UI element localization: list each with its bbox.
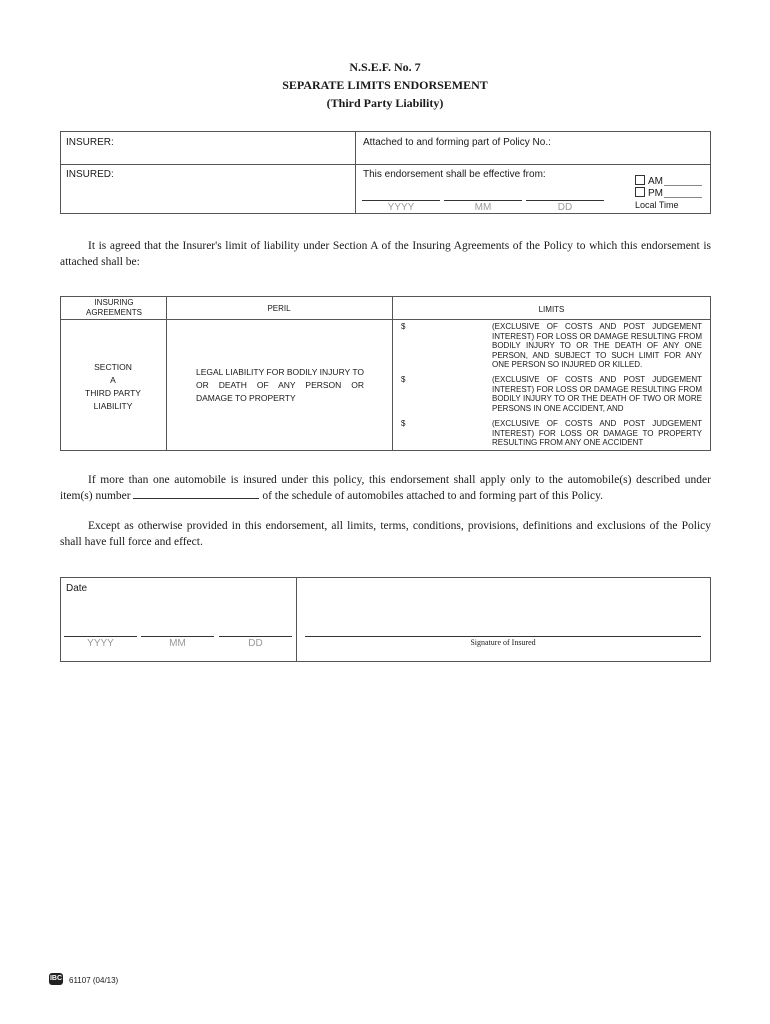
- policy-number-label: Attached to and forming part of Policy No.:: [363, 137, 551, 148]
- limit-3-currency: $: [401, 419, 406, 428]
- pm-time-line[interactable]: [664, 197, 702, 198]
- insured-field[interactable]: [64, 182, 349, 210]
- effective-date-label: This endorsement shall be effective from:: [363, 169, 546, 180]
- automobile-paragraph-part2: of the schedule of automobiles attached to and forming part of this Policy.: [262, 490, 603, 502]
- signature-day-placeholder: DD: [248, 638, 263, 649]
- pm-label: PM: [648, 188, 663, 199]
- section-line-1: SECTION: [94, 362, 132, 372]
- limit-2-text: (EXCLUSIVE OF COSTS AND POST JUDGEMENT INTEREST) FOR LOSS OR DAMAGE RESULTING FROM BODILY INJURY TO OR THE DEATH OF TWO OR MORE PERSONS IN ONE ACCIDENT, AND: [492, 375, 702, 413]
- effective-day-line[interactable]: [526, 200, 604, 201]
- form-title: SEPARATE LIMITS ENDORSEMENT: [282, 78, 488, 92]
- peril-description: LEGAL LIABILITY FOR BODILY INJURY TO OR DEATH OF ANY PERSON OR DAMAGE TO PROPERTY: [196, 367, 364, 403]
- limit-1-amount-field[interactable]: [410, 330, 482, 331]
- effective-year-placeholder: YYYY: [387, 202, 415, 213]
- ibc-logo: IBC: [49, 973, 63, 985]
- insurer-box-row-divider: [60, 164, 711, 165]
- section-line-3: THIRD PARTY: [85, 388, 141, 398]
- date-label: Date: [66, 583, 88, 594]
- limits-table-col-divider-1: [166, 296, 167, 451]
- item-number-field[interactable]: [133, 488, 259, 499]
- signature-year-line[interactable]: [64, 636, 137, 637]
- limit-1-text: (EXCLUSIVE OF COSTS AND POST JUDGEMENT INTEREST) FOR LOSS OR DAMAGE RESULTING FROM BODILY INJURY TO OR THE DEATH OF ANY ONE PERSON, AND SUBJECT TO SUCH LIMIT FOR ANY ONE PERSON SO INJURED OR KILLED.: [492, 322, 702, 369]
- limit-1-currency: $: [401, 322, 406, 331]
- pm-checkbox[interactable]: [635, 187, 645, 197]
- signature-line[interactable]: [305, 636, 701, 637]
- signature-month-placeholder: MM: [169, 638, 186, 649]
- am-option[interactable]: [635, 175, 663, 187]
- section-line-4: LIABILITY: [93, 401, 133, 411]
- effective-month-placeholder: MM: [474, 202, 492, 213]
- signature-box-divider: [296, 577, 297, 662]
- limit-2-currency: $: [401, 375, 406, 384]
- limits-table-col-divider-2: [392, 296, 393, 451]
- header-peril: PERIL: [267, 304, 291, 313]
- effective-year-line[interactable]: [362, 200, 440, 201]
- signature-box: [60, 577, 711, 662]
- signature-label: Signature of Insured: [470, 638, 536, 647]
- limit-2-amount-field[interactable]: [410, 383, 482, 384]
- form-code: 61107 (04/13): [69, 976, 119, 985]
- automobile-paragraph: [60, 472, 711, 504]
- signature-day-line[interactable]: [219, 636, 292, 637]
- effective-day-placeholder: DD: [557, 202, 573, 213]
- section-line-2: A: [110, 375, 116, 385]
- header-insuring-agreements: INSURING AGREEMENTS: [86, 298, 143, 317]
- signature-year-placeholder: YYYY: [87, 638, 114, 649]
- automobile-paragraph-part1: If more than one automobile is insured under this policy, this endorsement shall apply only to the automobile(s) described under item(s) number: [60, 474, 711, 502]
- pm-option[interactable]: [635, 187, 663, 199]
- title-block: [0, 58, 770, 112]
- intro-paragraph: It is agreed that the Insurer's limit of liability under Section A of the Insuring Agreements of the Policy to which this endorsement is attached shall be:: [60, 240, 711, 268]
- signature-month-line[interactable]: [141, 636, 214, 637]
- form-subtitle: (Third Party Liability): [326, 96, 444, 110]
- policy-number-field[interactable]: [560, 134, 705, 156]
- section-a-cell: [60, 361, 166, 413]
- limit-3-text: (EXCLUSIVE OF COSTS AND POST JUDGEMENT INTEREST) FOR LOSS OR DAMAGE TO PROPERTY RESULTING FROM ANY ONE ACCIDENT: [492, 419, 702, 447]
- form-number: N.S.E.F. No. 7: [349, 60, 421, 74]
- header-limits: LIMITS: [538, 305, 565, 314]
- insured-label: INSURED:: [66, 169, 114, 180]
- am-checkbox[interactable]: [635, 175, 645, 185]
- am-time-line[interactable]: [664, 185, 702, 186]
- insurer-box-divider: [355, 131, 356, 214]
- local-time-label: Local Time: [635, 200, 679, 210]
- except-paragraph: Except as otherwise provided in this endorsement, all limits, terms, conditions, provisions, definitions and exclusions of the Policy shall have full force and effect.: [60, 520, 711, 548]
- am-label: AM: [648, 176, 663, 187]
- insurer-label: INSURER:: [66, 137, 114, 148]
- effective-month-line[interactable]: [444, 200, 522, 201]
- limit-3-amount-field[interactable]: [410, 427, 482, 428]
- limits-table-header-rule: [60, 319, 711, 320]
